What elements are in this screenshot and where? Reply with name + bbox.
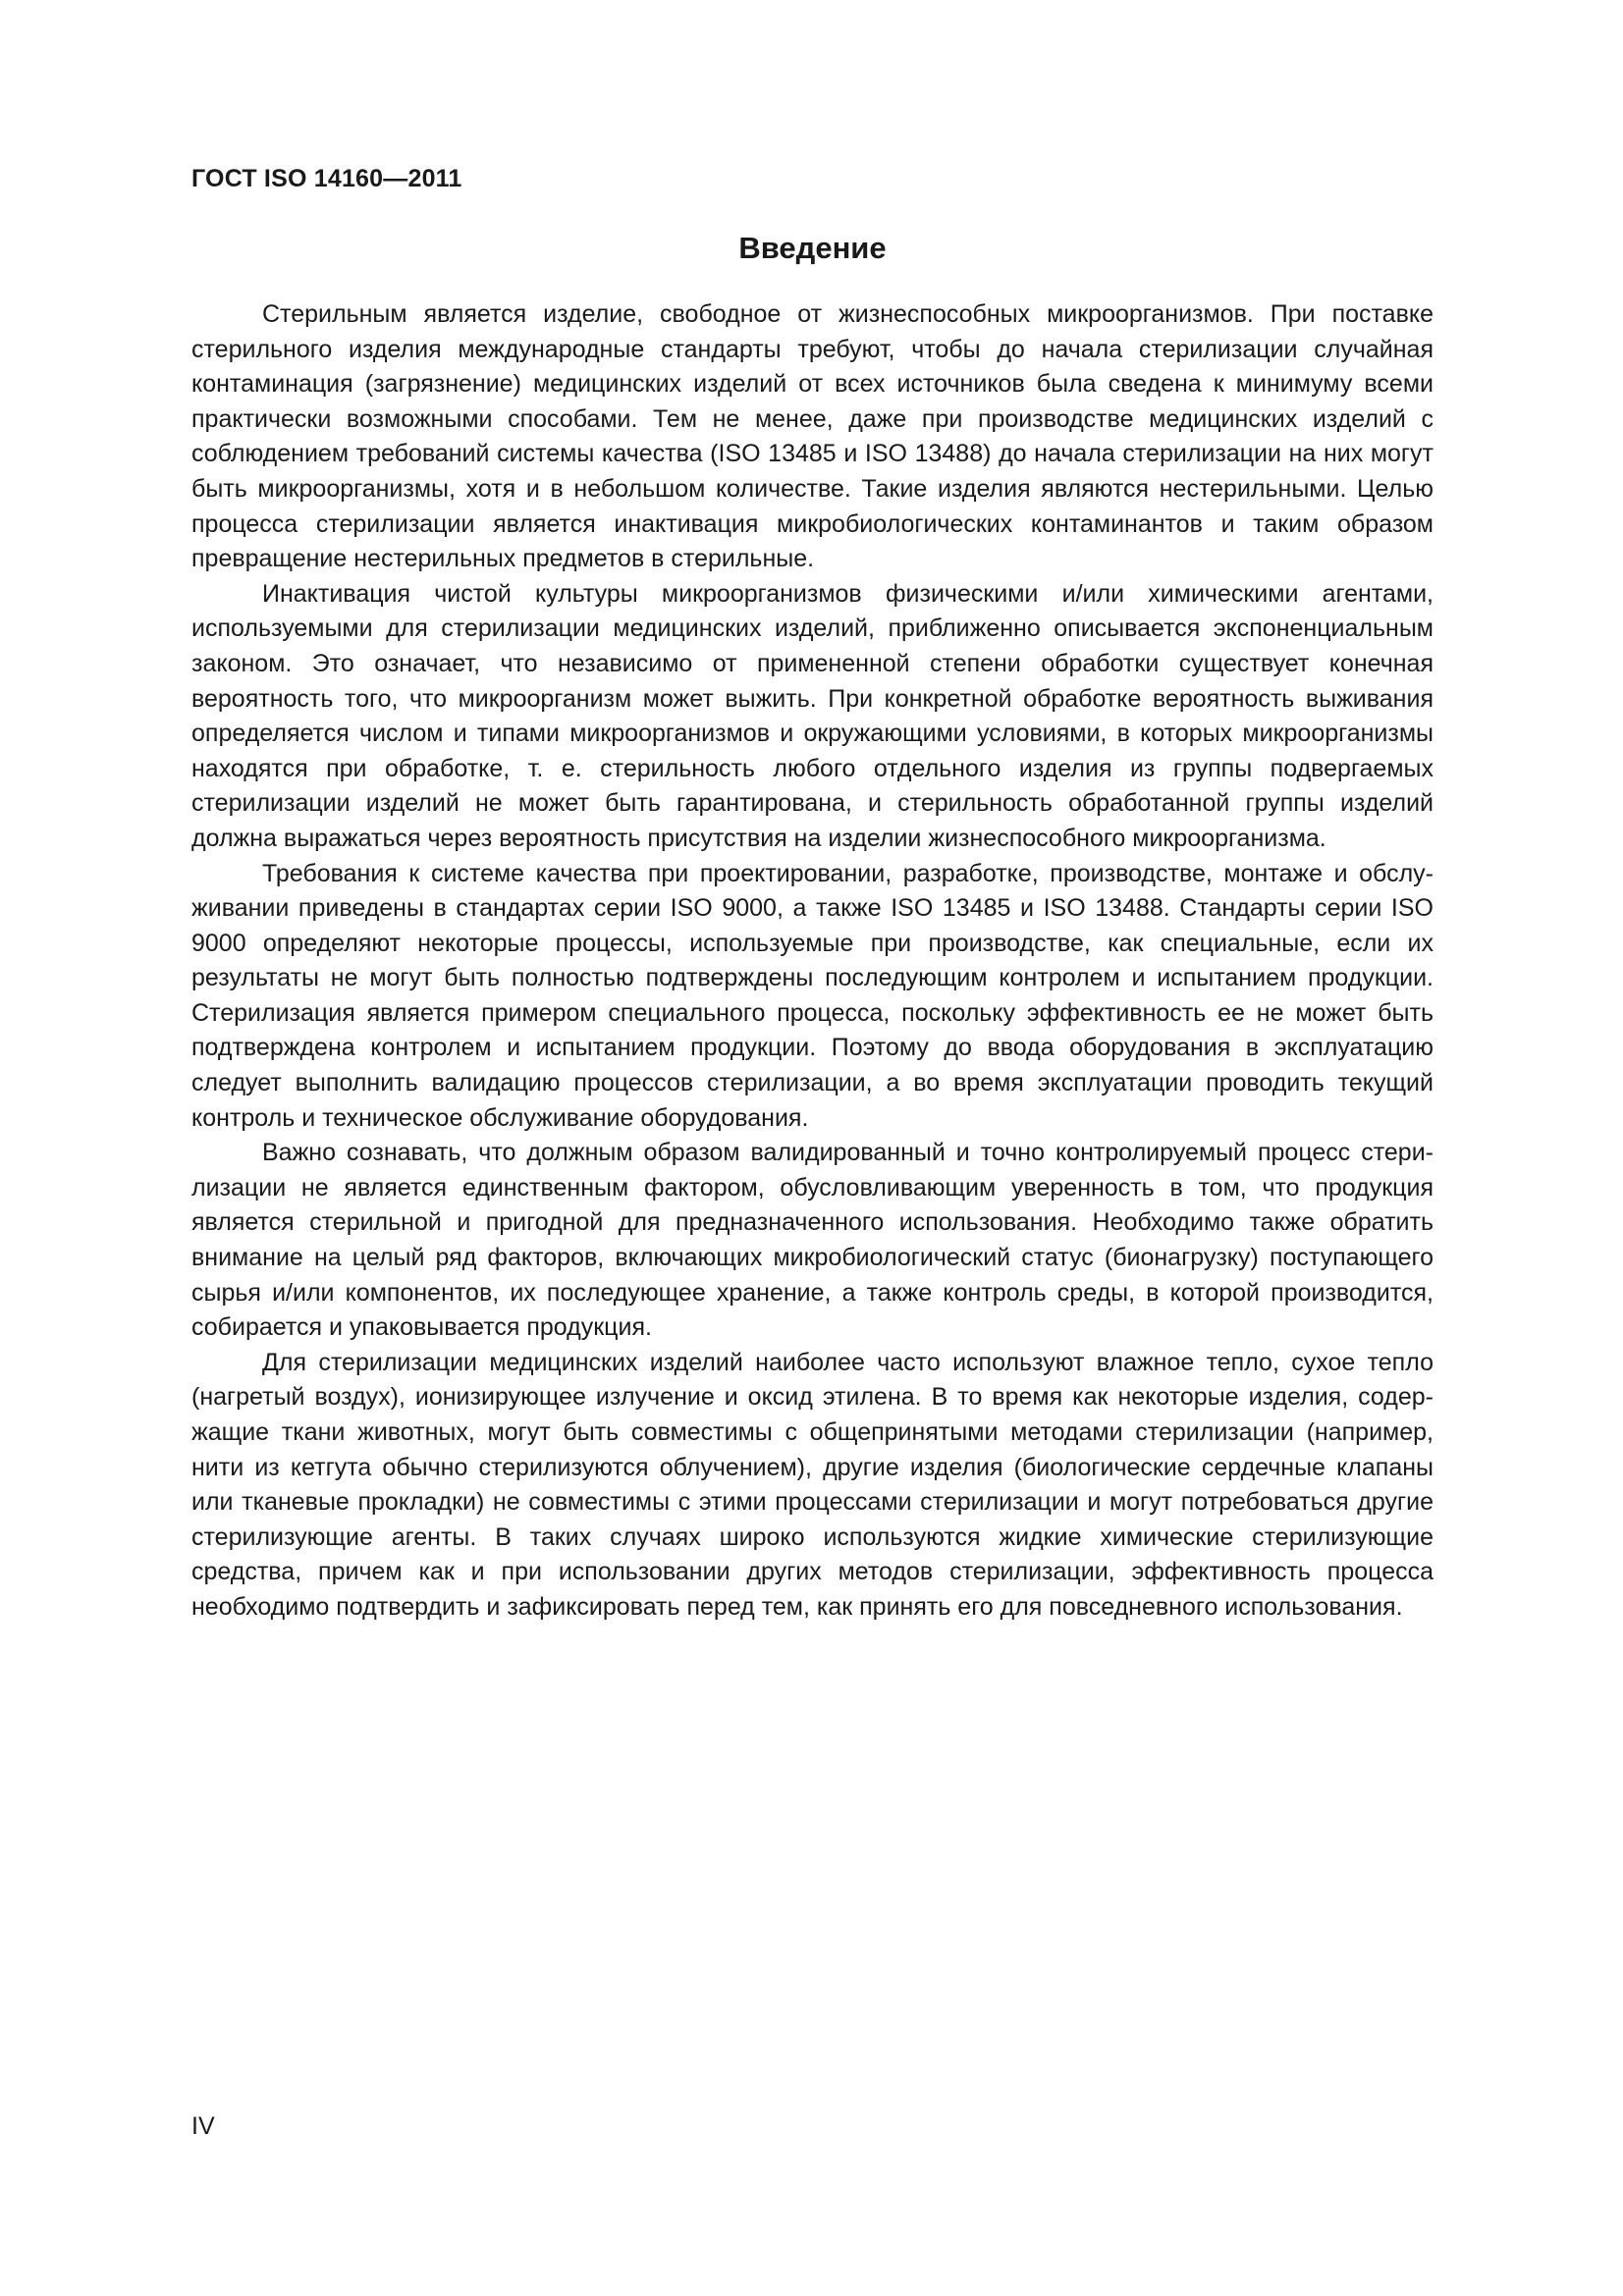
standard-id-header: ГОСТ ISO 14160—2011: [191, 165, 462, 192]
paragraph-5: Для стерилизации медицинских изделий наиболее часто используют влажное тепло, сухое тепло (нагретый воздух), ионизирующее излучение и оксид этилена. В то время как некоторые изделия, содержащие ткани животных, могут быть совместимы с общепринятыми методами стерилизации (например, нити из кетгута обычно стерилизуются облучением), другие изделия (биологические сердечные клапаны или тканевые прокладки) не совместимы с этими процессами стерилизации и могут потребоваться другие стерилизующие агенты. В таких случаях широко используются жидкие химические стерилизующие средства, причем как и при использовании других методов стерилизации, эффективность процесса необходимо подтвердить и зафиксировать перед тем, как принять его для повседневного использования.: [191, 1348, 1434, 1621]
section-title: Введение: [738, 231, 887, 265]
paragraph-3: Требования к системе качества при проектировании, разработке, производстве, монтаже и обслуживании приведены в стандартах серии ISO 9000, а также ISO 13485 и ISO 13488. Стандарты серии ISO 9000 определяют некоторые процессы, используемые при производстве, как специальные, если их результаты не могут быть полностью подтверждены последующим контролем и испытанием продукции. Стерилизация является примером специального процесса, поскольку эффективность ее не может быть подтверждена контролем и испытанием продукции. Поэтому до ввода оборудования в эксплуатацию следует выполнить валидацию процессов стерилизации, а во время эксплуатации проводить текущий контроль и техническое обслуживание оборудования.: [191, 859, 1434, 1132]
page-number: IV: [191, 2112, 215, 2140]
paragraph-4: Важно сознавать, что должным образом валидированный и точно контролируемый процесс стерилизации не является единственным фактором, обусловливающим уверенность в том, что продукция является стерильной и пригодной для предназначенного использования. Необходимо также обратить внимание на целый ряд факторов, включающих микробиологический статус (бионагрузку) поступающего сырья и/или компонентов, их последующее хранение, а также контроль среды, в которой производится, собирается и упаковывается продукция.: [191, 1139, 1434, 1342]
paragraph-2: Инактивация чистой культуры микроорганизмов физическими и/или химическими агентами, используемыми для стерилизации медицинских изделий, приближенно описывается экспоненциальным законом. Это означает, что независимо от примененной степени обработки существует конечная вероятность того, что микроорганизм может выжить. При конкретной обработке вероятность выживания определяется числом и типами микроорганизмов и окружающими условиями, в которых микроорганизмы находятся при обработке, т. е. стерильность любого отдельного изделия из группы подвергаемых стерилизации изделий не может быть гарантирована, и стерильность обработанной группы изделий должна выражаться через вероятность присутствия на изделии жизнеспособного микроорганизма.: [191, 579, 1434, 852]
section-body: [191, 297, 1434, 1626]
paragraph-1: Стерильным является изделие, свободное от жизнеспособных микроорганизмов. При поставке стерильного изделия международные стандарты требуют, чтобы до начала стерилизации случайная контаминация (загрязнение) медицинских изделий от всех источников была сведена к минимуму всеми практически возможными способами. Тем не менее, даже при производстве медицинских изделий с соблюдением требований системы качества (ISO 13485 и ISO 13488) до начала стерилизации на них могут быть микроорганизмы, хотя и в небольшом количестве. Такие изделия являются нестерильными. Целью процесса стерилизации является инактивация микробиологических контаминантов и таким образом превращение нестерильных предметов в стерильные.: [191, 300, 1434, 573]
